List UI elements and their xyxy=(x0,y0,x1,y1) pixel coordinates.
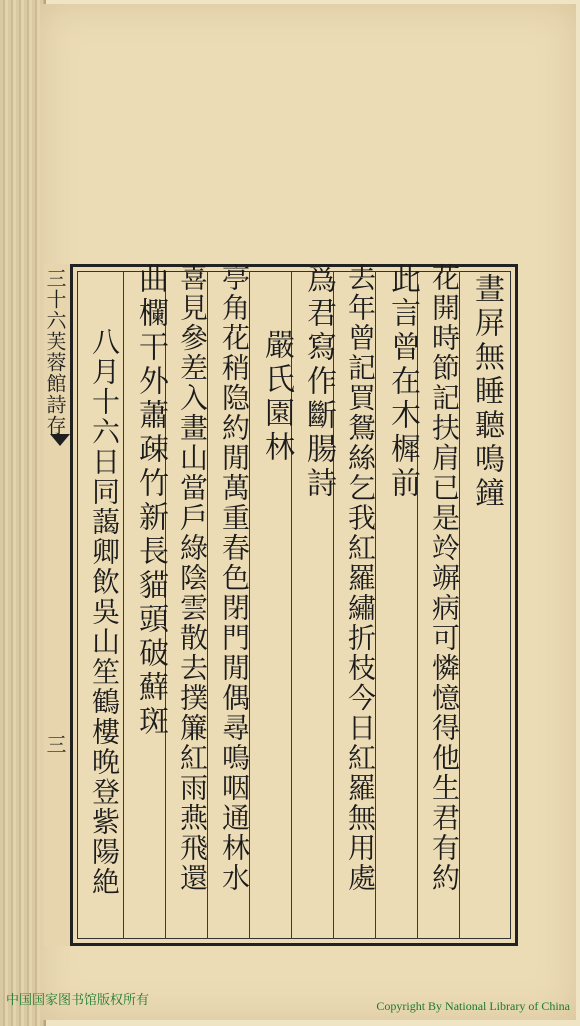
text-column-9: 曲欄干外蕭疎竹新長貓頭破蘚斑 xyxy=(133,263,168,739)
text-column-2: 花開時節記扶肩已是竛竮病可憐憶得他生君有約 xyxy=(428,263,461,893)
text-frame xyxy=(70,264,518,946)
text-column-10: 八月十六日同藹卿飲吳山笙鶴樓晚登紫陽絶 xyxy=(88,327,121,897)
text-column-3: 此言曾在木樨前 xyxy=(385,263,420,501)
text-column-7: 亭角花稍隐約閒萬重春色閉門閒偶尋鳴咽通林水 xyxy=(218,263,251,893)
column-rule xyxy=(123,271,124,939)
text-column-4: 去年曾記買鴛絲乞我紅羅繡折枝今日紅羅無用處 xyxy=(344,263,377,893)
watermark-left: 中国国家图书馆版权所有 xyxy=(6,993,150,1008)
watermark-right: Copyright By National Library of China xyxy=(376,999,570,1013)
text-column-8: 喜見參差入畫山當戶綠陰雲散去撲簾紅雨燕飛還 xyxy=(176,263,209,893)
spine-title: 三十六芙蓉館詩存 xyxy=(43,268,67,436)
page-number: 三 xyxy=(43,734,67,754)
text-column-5: 爲君寫作斷腸詩 xyxy=(301,263,336,501)
text-column-1: 晝屏無睡聽鳴鐘 xyxy=(469,273,504,511)
fish-tail-mark xyxy=(50,434,70,446)
text-column-6-heading: 嚴氏園林 xyxy=(259,329,294,465)
spine-column xyxy=(44,264,70,946)
